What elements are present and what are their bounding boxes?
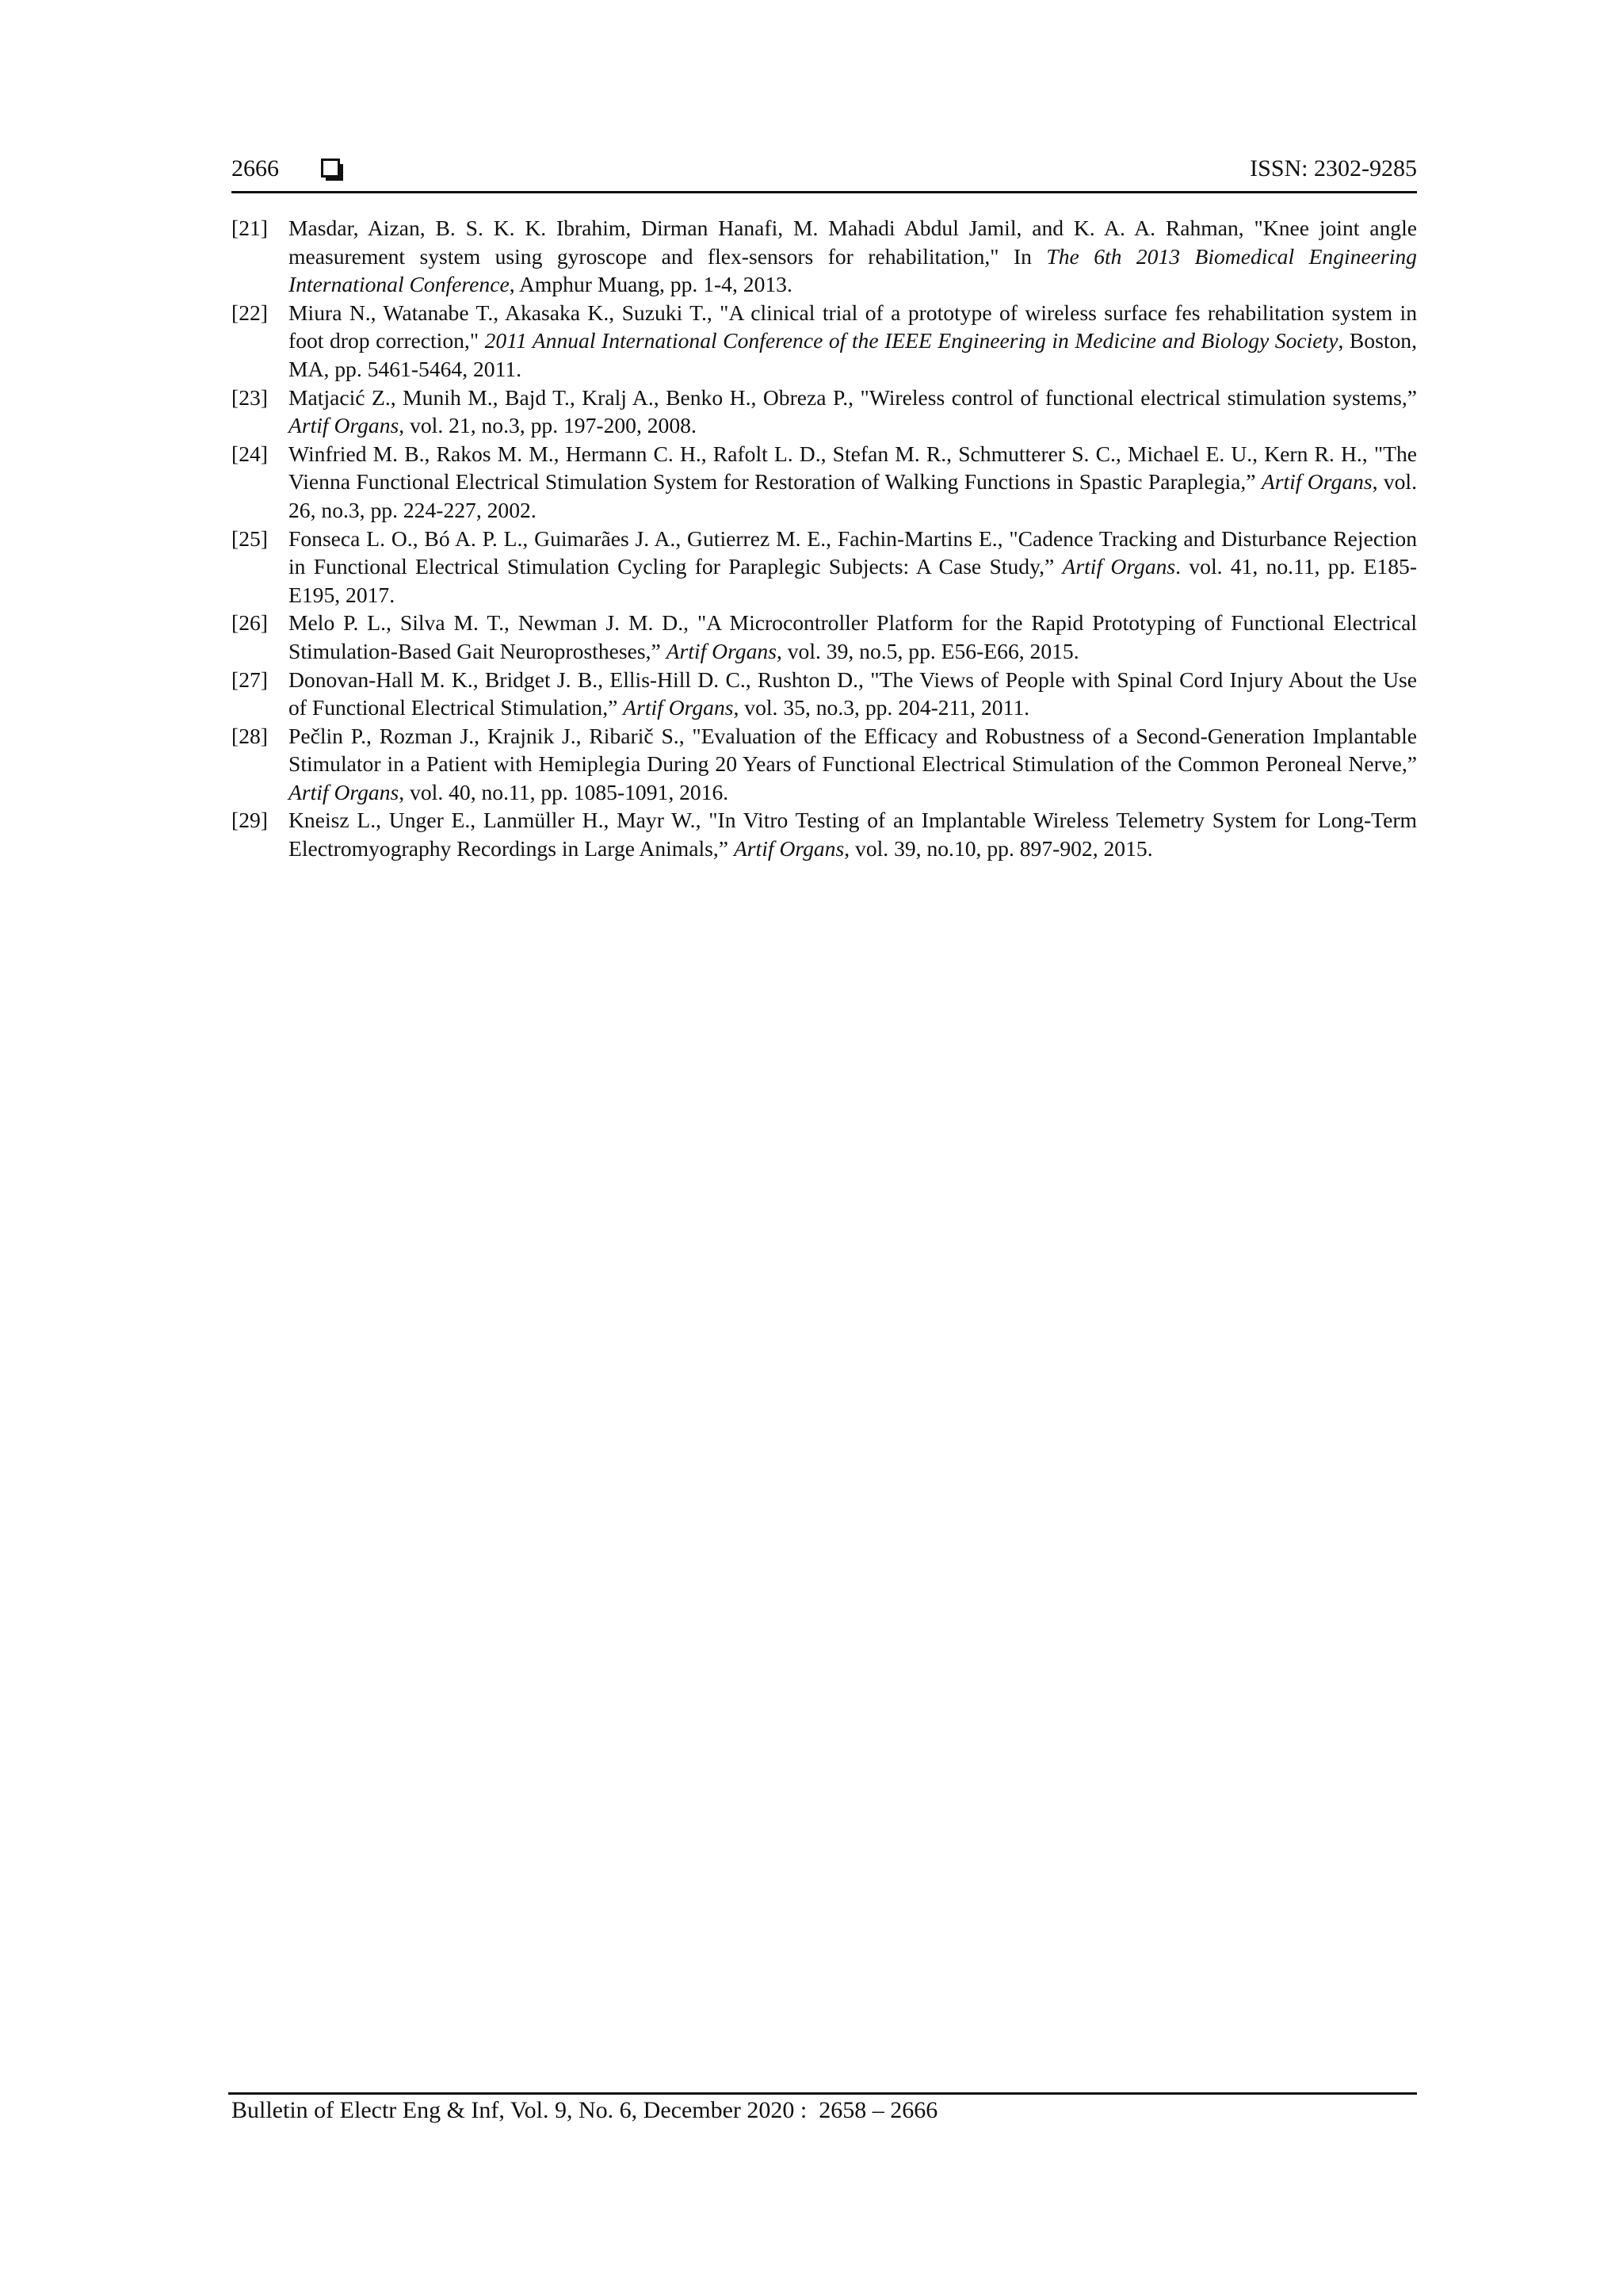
reference-item: [231, 609, 1417, 665]
reference-venue: Artif Organs: [288, 779, 399, 804]
reference-label: [24]: [231, 441, 268, 466]
reference-venue: Artif Organs: [1261, 469, 1373, 495]
reference-venue: Artif Organs: [623, 695, 734, 720]
reference-item: [231, 525, 1417, 609]
reference-item: [231, 722, 1417, 807]
reference-item: [231, 666, 1417, 722]
reference-text: Matjacić Z., Munih M., Bajd T., Kralj A., Benko H., Obreza P., "Wireless control of functional electrical stimulation systems,”: [288, 384, 1417, 410]
reference-label: [27]: [231, 667, 268, 692]
footer-citation: Bulletin of Electr Eng & Inf, Vol. 9, No. 6, December 2020 : 2658 – 2666: [231, 2097, 938, 2123]
reference-text: , vol. 35, no.3, pp. 204-211, 2011.: [733, 695, 1030, 720]
reference-label: [23]: [231, 384, 268, 410]
reference-venue: Artif Organs: [1062, 554, 1176, 579]
reference-item: [231, 384, 1417, 440]
reference-text: Donovan-Hall M. K., Bridget J. B., Ellis-Hill D. C., Rushton D., "The Views of People with Spinal Cord Injury About the Use of Functional Electrical Stimulation,”: [288, 667, 1417, 720]
reference-venue: Artif Organs: [666, 638, 777, 663]
reference-item: [231, 440, 1417, 525]
reference-text: . vol. 41, no.11, pp. E185-E195, 2017.: [288, 554, 1418, 607]
header-divider: [231, 191, 1417, 193]
page-number: 2666: [231, 155, 279, 181]
reference-text: Fonseca L. O., Bó A. P. L., Guimarães J. A., Gutierrez M. E., Fachin-Martins E., "Cadence Tracking and Disturbance Rejection in Functional Electrical Stimulation Cycling for Paraplegic Subjects: A Case Study,”: [288, 525, 1417, 579]
reference-text: , Boston, MA, pp. 5461-5464, 2011.: [288, 328, 1417, 381]
reference-label: [28]: [231, 723, 268, 748]
reference-text: , vol. 39, no.5, pp. E56-E66, 2015.: [776, 638, 1079, 663]
reference-label: [26]: [231, 610, 268, 636]
reference-text: , vol. 21, no.3, pp. 197-200, 2008.: [399, 413, 697, 438]
reference-text: Melo P. L., Silva M. T., Newman J. M. D., "A Microcontroller Platform for the Rapid Prototyping of Functional Electrical Stimulation-Based Gait Neuroprostheses,”: [288, 610, 1417, 663]
reference-text: Miura N., Watanabe T., Akasaka K., Suzuki T., "A clinical trial of a prototype of wireless surface fes rehabilitation system in foot drop correction,": [288, 300, 1417, 353]
reference-venue: Artif Organs: [733, 836, 845, 861]
reference-text: Kneisz L., Unger E., Lanmüller H., Mayr W., "In Vitro Testing of an Implantable Wireless Telemetry System for Long-Term Electromyography Recordings in Large Animals,”: [288, 808, 1417, 861]
reference-venue: The 6th 2013 Biomedical Engineering International Conference: [288, 243, 1417, 297]
reference-text: , vol. 39, no.10, pp. 897-902, 2015.: [844, 836, 1153, 861]
issn-label: ISSN: 2302-9285: [1250, 155, 1417, 181]
reference-text: Pečlin P., Rozman J., Krajnik J., Ribarič S., "Evaluation of the Efficacy and Robustness of a Second-Generation Implantable Stimulator in a Patient with Hemiplegia During 20 Years of Functional Electrical Stimulation of the Common Peroneal Nerve,”: [288, 723, 1417, 777]
reference-label: [21]: [231, 216, 268, 240]
reference-text: Winfried M. B., Rakos M. M., Hermann C. H., Rafolt L. D., Stefan M. R., Schmutterer S. C., Michael E. U., Kern R. H., "The Vienna Functional Electrical Stimulation System for Restoration of Walking Functions in Spastic Paraplegia,”: [288, 441, 1417, 495]
reference-text: , vol. 26, no.3, pp. 224-227, 2002.: [288, 469, 1417, 522]
reference-label: [22]: [231, 300, 268, 325]
reference-label: [29]: [231, 808, 268, 833]
page-header: [231, 152, 1417, 190]
reference-text: , Amphur Muang, pp. 1-4, 2013.: [509, 272, 792, 297]
reference-item: [231, 806, 1417, 862]
reference-venue: Artif Organs: [288, 413, 399, 438]
reference-text: , vol. 40, no.11, pp. 1085-1091, 2016.: [399, 779, 729, 804]
reference-text: Masdar, Aizan, B. S. K. K. Ibrahim, Dirman Hanafi, M. Mahadi Abdul Jamil, and K. A. A. Rahman, "Knee joint angle measurement system using gyroscope and flex-sensors for rehabilitation," In: [288, 216, 1417, 269]
reference-item: [231, 299, 1417, 384]
footer-divider: [228, 2092, 1417, 2095]
reference-item: [231, 214, 1417, 299]
reference-label: [25]: [231, 525, 268, 551]
reference-venue: 2011 Annual International Conference of the IEEE Engineering in Medicine and Biology Society: [484, 328, 1338, 353]
reference-list: [231, 214, 1417, 863]
square-icon: [321, 159, 340, 178]
